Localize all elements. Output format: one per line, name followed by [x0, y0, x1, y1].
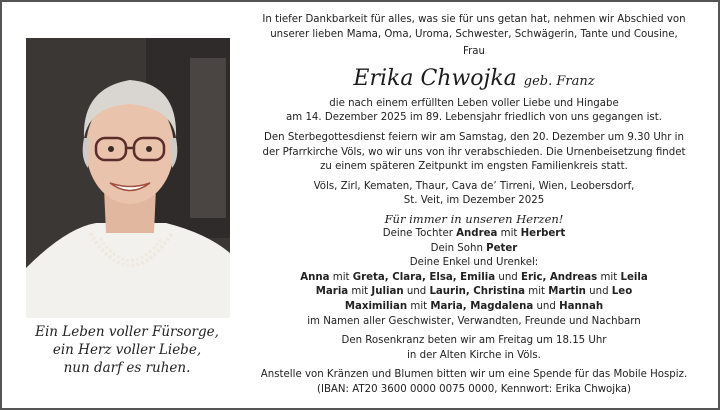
rosary-line: in der Alten Kirche in Völs.	[407, 349, 541, 361]
motto-line: nun darf es ruhen.	[63, 360, 191, 376]
notice-text	[243, 13, 705, 397]
family-line: Maria mit Julian und Laurin, Christina mit Martin und Leo	[315, 286, 633, 298]
donation-line: (IBAN: AT20 3600 0000 0075 0000, Kennwort: Erika Chwojka)	[316, 383, 632, 395]
donation-line: Anstelle von Kränzen und Blumen bitten wir um eine Spende für das Mobile Hospiz.	[260, 369, 688, 381]
places-line: St. Veit, im Dezember 2025	[403, 195, 545, 207]
passing-line: die nach einem erfüllten Leben voller Liebe und Hingabe	[329, 97, 619, 109]
service-line: der Pfarrkirche Völs, wo wir uns von ihr verabschieden. Die Urnenbeisetzung findet	[262, 146, 686, 158]
family-line: im Namen aller Geschwister, Verwandten, Freunde und Nachbarn	[307, 315, 641, 327]
service-line: zu einem späteren Zeitpunkt im engsten Familienkreis statt.	[320, 161, 628, 173]
intro-line: In tiefer Dankbarkeit für alles, was sie für uns getan hat, nehmen wir Abschied von	[262, 14, 686, 25]
motto-line: Ein Leben voller Fürsorge,	[35, 324, 219, 340]
family-line: Maximilian mit Maria, Magdalena und Hannah	[344, 300, 604, 312]
family-line: Dein Sohn Peter	[430, 242, 518, 254]
passing-line: am 14. Dezember 2025 im 89. Lebensjahr friedlich von uns gegangen ist.	[286, 112, 662, 124]
portrait-illustration	[26, 38, 230, 318]
motto-line: ein Herz voller Liebe,	[52, 342, 202, 358]
name-text: Erika Chwojka	[353, 65, 517, 91]
motto-quote	[20, 323, 234, 377]
rosary-line: Den Rosenkranz beten wir am Freitag um 18.15 Uhr	[341, 335, 607, 347]
family-line: Deine Tochter Andrea mit Herbert	[382, 227, 566, 239]
places-line: Völs, Zirl, Kematen, Thaur, Cava de’ Tirreni, Wien, Leobersdorf,	[313, 180, 635, 192]
birth-name: geb. Franz	[523, 73, 595, 89]
intro-line: unserer lieben Mama, Oma, Uroma, Schwester, Schwägerin, Tante und Cousine,	[270, 28, 678, 40]
title-prefix: Frau	[462, 46, 485, 58]
portrait-photo	[26, 38, 230, 318]
family-line: Anna mit Greta, Clara, Elsa, Emilia und Eric, Andreas mit Leila	[300, 271, 648, 283]
service-line: Den Sterbegottesdienst feiern wir am Samstag, den 20. Dezember um 9.30 Uhr in	[264, 131, 684, 143]
family-line: Deine Enkel und Urenkel:	[409, 257, 539, 269]
script-line: Für immer in unseren Herzen!	[384, 211, 564, 226]
deceased-name	[243, 64, 705, 97]
